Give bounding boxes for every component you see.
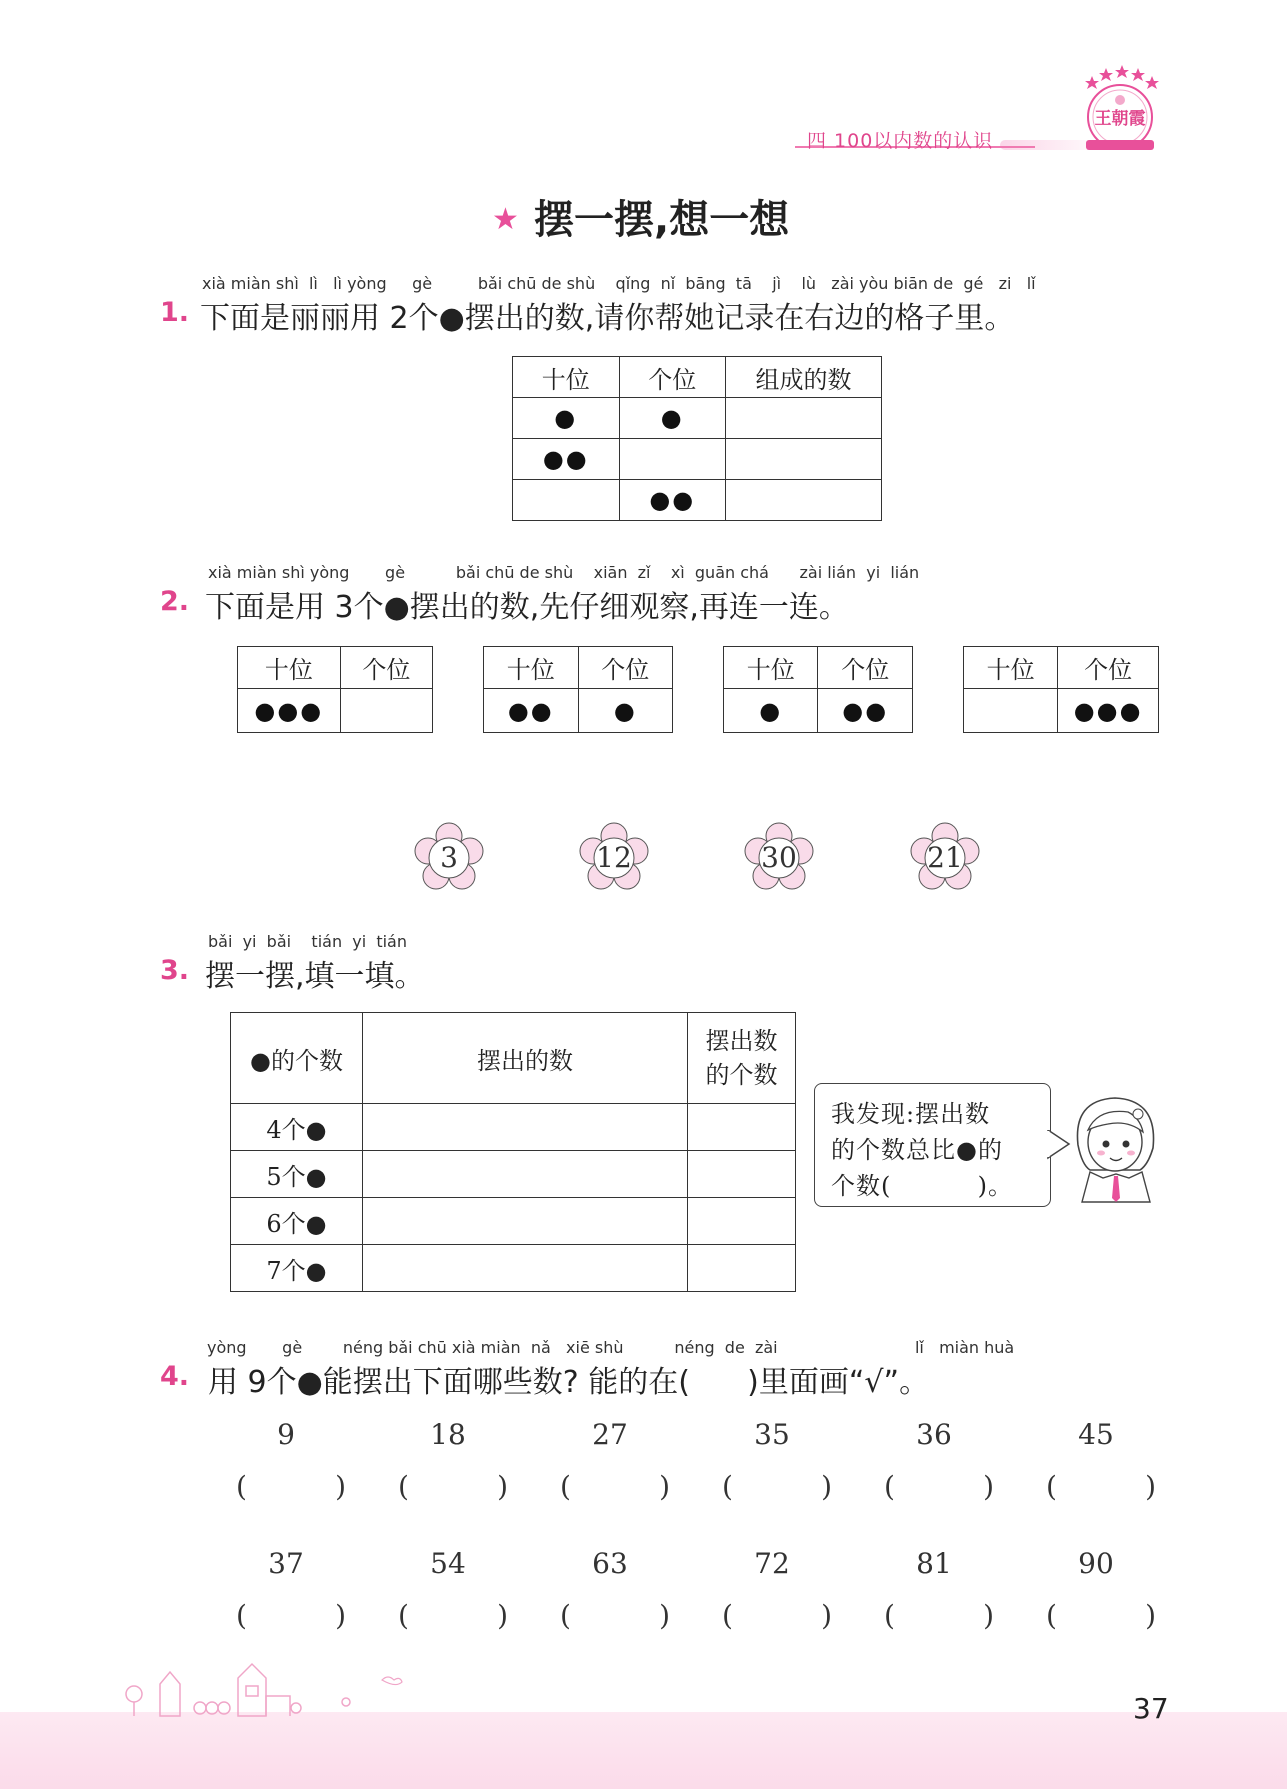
- publisher-logo: [1072, 62, 1164, 154]
- open-paren: (: [1046, 1599, 1057, 1632]
- q2-text: 下面是用 3个●摆出的数,先仔细观察,再连一连。: [205, 590, 849, 625]
- q4-answer-81[interactable]: [884, 1599, 994, 1632]
- svg-text:王朝霞: 王朝霞: [1094, 109, 1146, 129]
- q1-row2-ones: [619, 439, 726, 480]
- q1-row3-ones: ●●: [619, 480, 726, 521]
- q2-t2-header-ones: 个位: [578, 647, 672, 689]
- q3-row-label: 7个●: [231, 1245, 363, 1292]
- open-paren: (: [236, 1599, 247, 1632]
- q4-answer-9[interactable]: [236, 1470, 346, 1503]
- q3-table: [230, 1012, 796, 1292]
- open-paren: (: [722, 1470, 733, 1503]
- q1-row2-result[interactable]: [726, 439, 882, 480]
- q2-table-1: [237, 646, 433, 733]
- q2-t3-tens: ●: [724, 689, 818, 733]
- town-illustration-icon: [120, 1650, 420, 1720]
- q4-answer-90[interactable]: [1046, 1599, 1156, 1632]
- q4-answer-45[interactable]: [1046, 1470, 1156, 1503]
- q2-t3-header-tens: 十位: [724, 647, 818, 689]
- q3-header-amount-line1: 摆出数: [705, 1027, 778, 1055]
- q2-t1-tens: ●●●: [238, 689, 341, 733]
- q2-t1-header-ones: 个位: [340, 647, 432, 689]
- q2-t2-ones: ●: [578, 689, 672, 733]
- close-paren: ): [659, 1470, 670, 1503]
- q4-number-81: 81: [916, 1547, 952, 1580]
- q4-answer-54[interactable]: [398, 1599, 508, 1632]
- q1-pinyin: xià miàn shì lì lì yòng gè bǎi chū de shù qǐng nǐ bāng tā jì lù zài yòu biān de gé zi lǐ: [202, 274, 1036, 293]
- q1-row2-tens: ●●: [513, 439, 620, 480]
- close-paren: ): [335, 1470, 346, 1503]
- open-paren: (: [722, 1599, 733, 1632]
- q4-number-35: 35: [754, 1418, 790, 1451]
- q4-number-90: 90: [1078, 1547, 1114, 1580]
- q2-table-2: [483, 646, 673, 733]
- bubble-line-3[interactable]: 个数( )。: [831, 1172, 1014, 1200]
- q4-answer-36[interactable]: [884, 1470, 994, 1503]
- q4-answer-37[interactable]: [236, 1599, 346, 1632]
- q3-header-numbers: 摆出的数: [363, 1013, 688, 1104]
- q2-t2-tens: ●●: [484, 689, 579, 733]
- close-paren: ): [983, 1599, 994, 1632]
- q4-number-45: 45: [1078, 1418, 1114, 1451]
- close-paren: ): [1145, 1470, 1156, 1503]
- page-title: 摆一摆,想一想: [534, 197, 790, 243]
- q2-pinyin: xià miàn shì yòng gè bǎi chū de shù xiān zǐ xì guān chá zài lián yi lián: [208, 563, 920, 582]
- q3-row-label: 4个●: [231, 1104, 363, 1151]
- q4-text: 用 9个●能摆出下面哪些数? 能的在( )里面画“√”。: [208, 1365, 930, 1400]
- open-paren: (: [398, 1470, 409, 1503]
- q2-table-4: [963, 646, 1159, 733]
- flower-number: 12: [596, 841, 632, 874]
- q4-number: 4.: [160, 1361, 190, 1392]
- q1-header-result: 组成的数: [726, 357, 882, 398]
- q3-row-label: 5个●: [231, 1151, 363, 1198]
- open-paren: (: [560, 1470, 571, 1503]
- q4-answer-63[interactable]: [560, 1599, 670, 1632]
- q3-row-amount[interactable]: [688, 1151, 796, 1198]
- q3-row-numbers[interactable]: [363, 1245, 688, 1292]
- q3-row-amount[interactable]: [688, 1245, 796, 1292]
- q3-row-numbers[interactable]: [363, 1104, 688, 1151]
- q4-number-54: 54: [430, 1547, 466, 1580]
- q3-header-amount-line2: 的个数: [705, 1061, 778, 1089]
- q1-row3-result[interactable]: [726, 480, 882, 521]
- flower-21[interactable]: [909, 822, 981, 894]
- q2-t4-header-tens: 十位: [964, 647, 1058, 689]
- q2-number: 2.: [160, 586, 190, 617]
- q2-t4-header-ones: 个位: [1058, 647, 1159, 689]
- q1-table: [512, 356, 882, 521]
- q3-row-amount[interactable]: [688, 1104, 796, 1151]
- q3-row-label: 6个●: [231, 1198, 363, 1245]
- flower-3[interactable]: [413, 822, 485, 894]
- q2-t2-header-tens: 十位: [484, 647, 579, 689]
- page-number: 37: [1133, 1692, 1169, 1725]
- bubble-line-2: 的个数总比●的: [831, 1136, 1003, 1164]
- q4-number-9: 9: [277, 1418, 295, 1451]
- q3-row-numbers[interactable]: [363, 1198, 688, 1245]
- q1-number: 1.: [160, 297, 190, 328]
- close-paren: ): [821, 1599, 832, 1632]
- girl-icon: [1068, 1090, 1163, 1205]
- q2-t1-header-tens: 十位: [238, 647, 341, 689]
- q1-row1-ones: ●: [619, 398, 726, 439]
- q3-header-count: ●的个数: [231, 1013, 363, 1104]
- flower-30[interactable]: [743, 822, 815, 894]
- q4-answer-35[interactable]: [722, 1470, 832, 1503]
- open-paren: (: [884, 1470, 895, 1503]
- q4-number-37: 37: [268, 1547, 304, 1580]
- q4-answer-18[interactable]: [398, 1470, 508, 1503]
- open-paren: (: [560, 1599, 571, 1632]
- q3-text: 摆一摆,填一填。: [205, 959, 425, 994]
- q1-row1-result[interactable]: [726, 398, 882, 439]
- flower-12[interactable]: [578, 822, 650, 894]
- close-paren: ): [659, 1599, 670, 1632]
- bubble-line-1: 我发现:摆出数: [831, 1100, 991, 1128]
- open-paren: (: [236, 1470, 247, 1503]
- flower-number: 21: [927, 841, 963, 874]
- q4-number-72: 72: [754, 1547, 790, 1580]
- close-paren: ): [983, 1470, 994, 1503]
- close-paren: ): [497, 1599, 508, 1632]
- q3-row-amount[interactable]: [688, 1198, 796, 1245]
- footer-band: [0, 1712, 1287, 1789]
- q2-t3-header-ones: 个位: [818, 647, 913, 689]
- speech-bubble: [814, 1083, 1051, 1207]
- q4-answer-72[interactable]: [722, 1599, 832, 1632]
- open-paren: (: [398, 1599, 409, 1632]
- q1-row3-tens: [513, 480, 620, 521]
- chapter-header: 四 100以内数的认识: [807, 130, 994, 152]
- q1-text: 下面是丽丽用 2个●摆出的数,请你帮她记录在右边的格子里。: [200, 301, 1015, 336]
- q4-answer-27[interactable]: [560, 1470, 670, 1503]
- open-paren: (: [1046, 1470, 1057, 1503]
- q4-number-27: 27: [592, 1418, 628, 1451]
- q2-t4-ones: ●●●: [1058, 689, 1159, 733]
- q1-header-tens: 十位: [513, 357, 620, 398]
- q2-t3-ones: ●●: [818, 689, 913, 733]
- q4-number-63: 63: [592, 1547, 628, 1580]
- q3-row-numbers[interactable]: [363, 1151, 688, 1198]
- q2-t4-tens: [964, 689, 1058, 733]
- q2-t1-ones: [340, 689, 432, 733]
- q4-number-36: 36: [916, 1418, 952, 1451]
- q1-row1-tens: ●: [513, 398, 620, 439]
- q4-number-18: 18: [430, 1418, 466, 1451]
- q3-header-amount: [688, 1013, 796, 1104]
- open-paren: (: [884, 1599, 895, 1632]
- q1-header-ones: 个位: [619, 357, 726, 398]
- flower-number: 3: [440, 841, 458, 874]
- q3-number: 3.: [160, 955, 190, 986]
- q2-table-3: [723, 646, 913, 733]
- q4-pinyin: yòng gè néng bǎi chū xià miàn nǎ xiē shù néng de zài lǐ miàn huà: [207, 1338, 1015, 1357]
- close-paren: ): [821, 1470, 832, 1503]
- q3-pinyin: bǎi yi bǎi tián yi tián: [208, 932, 407, 951]
- star-icon: ★: [492, 202, 519, 237]
- close-paren: ): [497, 1470, 508, 1503]
- close-paren: ): [1145, 1599, 1156, 1632]
- close-paren: ): [335, 1599, 346, 1632]
- flower-number: 30: [761, 841, 797, 874]
